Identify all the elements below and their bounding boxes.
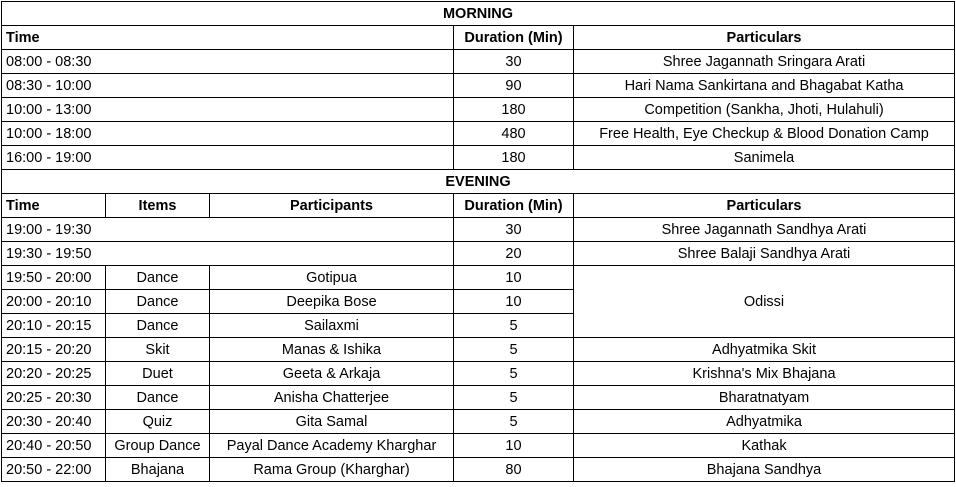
morning-row [2,146,955,170]
evening-header-particulars: Particulars [574,194,955,218]
duration-cell: 30 [454,50,574,74]
evening-row [2,362,955,386]
evening-row [2,410,955,434]
duration-cell: 20 [454,242,574,266]
time-cell: 08:00 - 08:30 [2,50,454,74]
evening-row [2,266,955,290]
evening-row [2,458,955,482]
duration-cell: 10 [454,290,574,314]
time-cell: 20:10 - 20:15 [2,314,106,338]
item-cell: Dance [106,314,210,338]
evening-title: EVENING [2,170,955,194]
participants-cell: Geeta & Arkaja [210,362,454,386]
morning-header-time: Time [2,26,454,50]
evening-arati-row [2,242,955,266]
morning-header-duration: Duration (Min) [454,26,574,50]
morning-row [2,74,955,98]
schedule-table [1,1,955,482]
particulars-cell: Competition (Sankha, Jhoti, Hulahuli) [574,98,955,122]
morning-row [2,122,955,146]
duration-cell: 10 [454,434,574,458]
evening-row [2,386,955,410]
evening-header-row [2,194,955,218]
particulars-cell: Adhyatmika Skit [574,338,955,362]
particulars-cell: Bharatnatyam [574,386,955,410]
time-cell: 08:30 - 10:00 [2,74,454,98]
particulars-cell: Odissi [574,266,955,338]
evening-header-time: Time [2,194,106,218]
time-cell: 20:00 - 20:10 [2,290,106,314]
time-cell: 10:00 - 18:00 [2,122,454,146]
duration-cell: 5 [454,362,574,386]
evening-row [2,434,955,458]
particulars-cell: Krishna's Mix Bhajana [574,362,955,386]
time-cell: 20:25 - 20:30 [2,386,106,410]
item-cell: Bhajana [106,458,210,482]
duration-cell: 5 [454,410,574,434]
particulars-cell: Shree Balaji Sandhya Arati [574,242,955,266]
item-cell: Group Dance [106,434,210,458]
morning-header-particulars: Particulars [574,26,955,50]
participants-cell: Sailaxmi [210,314,454,338]
time-cell: 16:00 - 19:00 [2,146,454,170]
morning-section-row [2,2,955,26]
participants-cell: Deepika Bose [210,290,454,314]
evening-section-row [2,170,955,194]
evening-arati-row [2,218,955,242]
morning-row [2,50,955,74]
particulars-cell: Bhajana Sandhya [574,458,955,482]
time-cell: 20:40 - 20:50 [2,434,106,458]
time-cell: 10:00 - 13:00 [2,98,454,122]
morning-title: MORNING [2,2,955,26]
item-cell: Duet [106,362,210,386]
duration-cell: 180 [454,98,574,122]
participants-cell: Gita Samal [210,410,454,434]
particulars-cell: Free Health, Eye Checkup & Blood Donation Camp [574,122,955,146]
item-cell: Skit [106,338,210,362]
particulars-cell: Shree Jagannath Sringara Arati [574,50,955,74]
duration-cell: 5 [454,314,574,338]
evening-header-participants: Participants [210,194,454,218]
duration-cell: 90 [454,74,574,98]
morning-header-row [2,26,955,50]
evening-header-duration: Duration (Min) [454,194,574,218]
evening-header-items: Items [106,194,210,218]
participants-cell: Payal Dance Academy Kharghar [210,434,454,458]
item-cell: Dance [106,290,210,314]
particulars-cell: Adhyatmika [574,410,955,434]
participants-cell: Anisha Chatterjee [210,386,454,410]
time-cell: 19:00 - 19:30 [2,218,454,242]
duration-cell: 480 [454,122,574,146]
time-cell: 19:50 - 20:00 [2,266,106,290]
particulars-cell: Shree Jagannath Sandhya Arati [574,218,955,242]
duration-cell: 80 [454,458,574,482]
time-cell: 20:15 - 20:20 [2,338,106,362]
item-cell: Dance [106,266,210,290]
duration-cell: 30 [454,218,574,242]
participants-cell: Manas & Ishika [210,338,454,362]
particulars-cell: Sanimela [574,146,955,170]
morning-row [2,98,955,122]
time-cell: 19:30 - 19:50 [2,242,454,266]
duration-cell: 10 [454,266,574,290]
evening-row [2,338,955,362]
particulars-cell: Hari Nama Sankirtana and Bhagabat Katha [574,74,955,98]
time-cell: 20:50 - 22:00 [2,458,106,482]
duration-cell: 180 [454,146,574,170]
particulars-cell: Kathak [574,434,955,458]
item-cell: Dance [106,386,210,410]
duration-cell: 5 [454,386,574,410]
duration-cell: 5 [454,338,574,362]
participants-cell: Gotipua [210,266,454,290]
participants-cell: Rama Group (Kharghar) [210,458,454,482]
time-cell: 20:20 - 20:25 [2,362,106,386]
item-cell: Quiz [106,410,210,434]
time-cell: 20:30 - 20:40 [2,410,106,434]
